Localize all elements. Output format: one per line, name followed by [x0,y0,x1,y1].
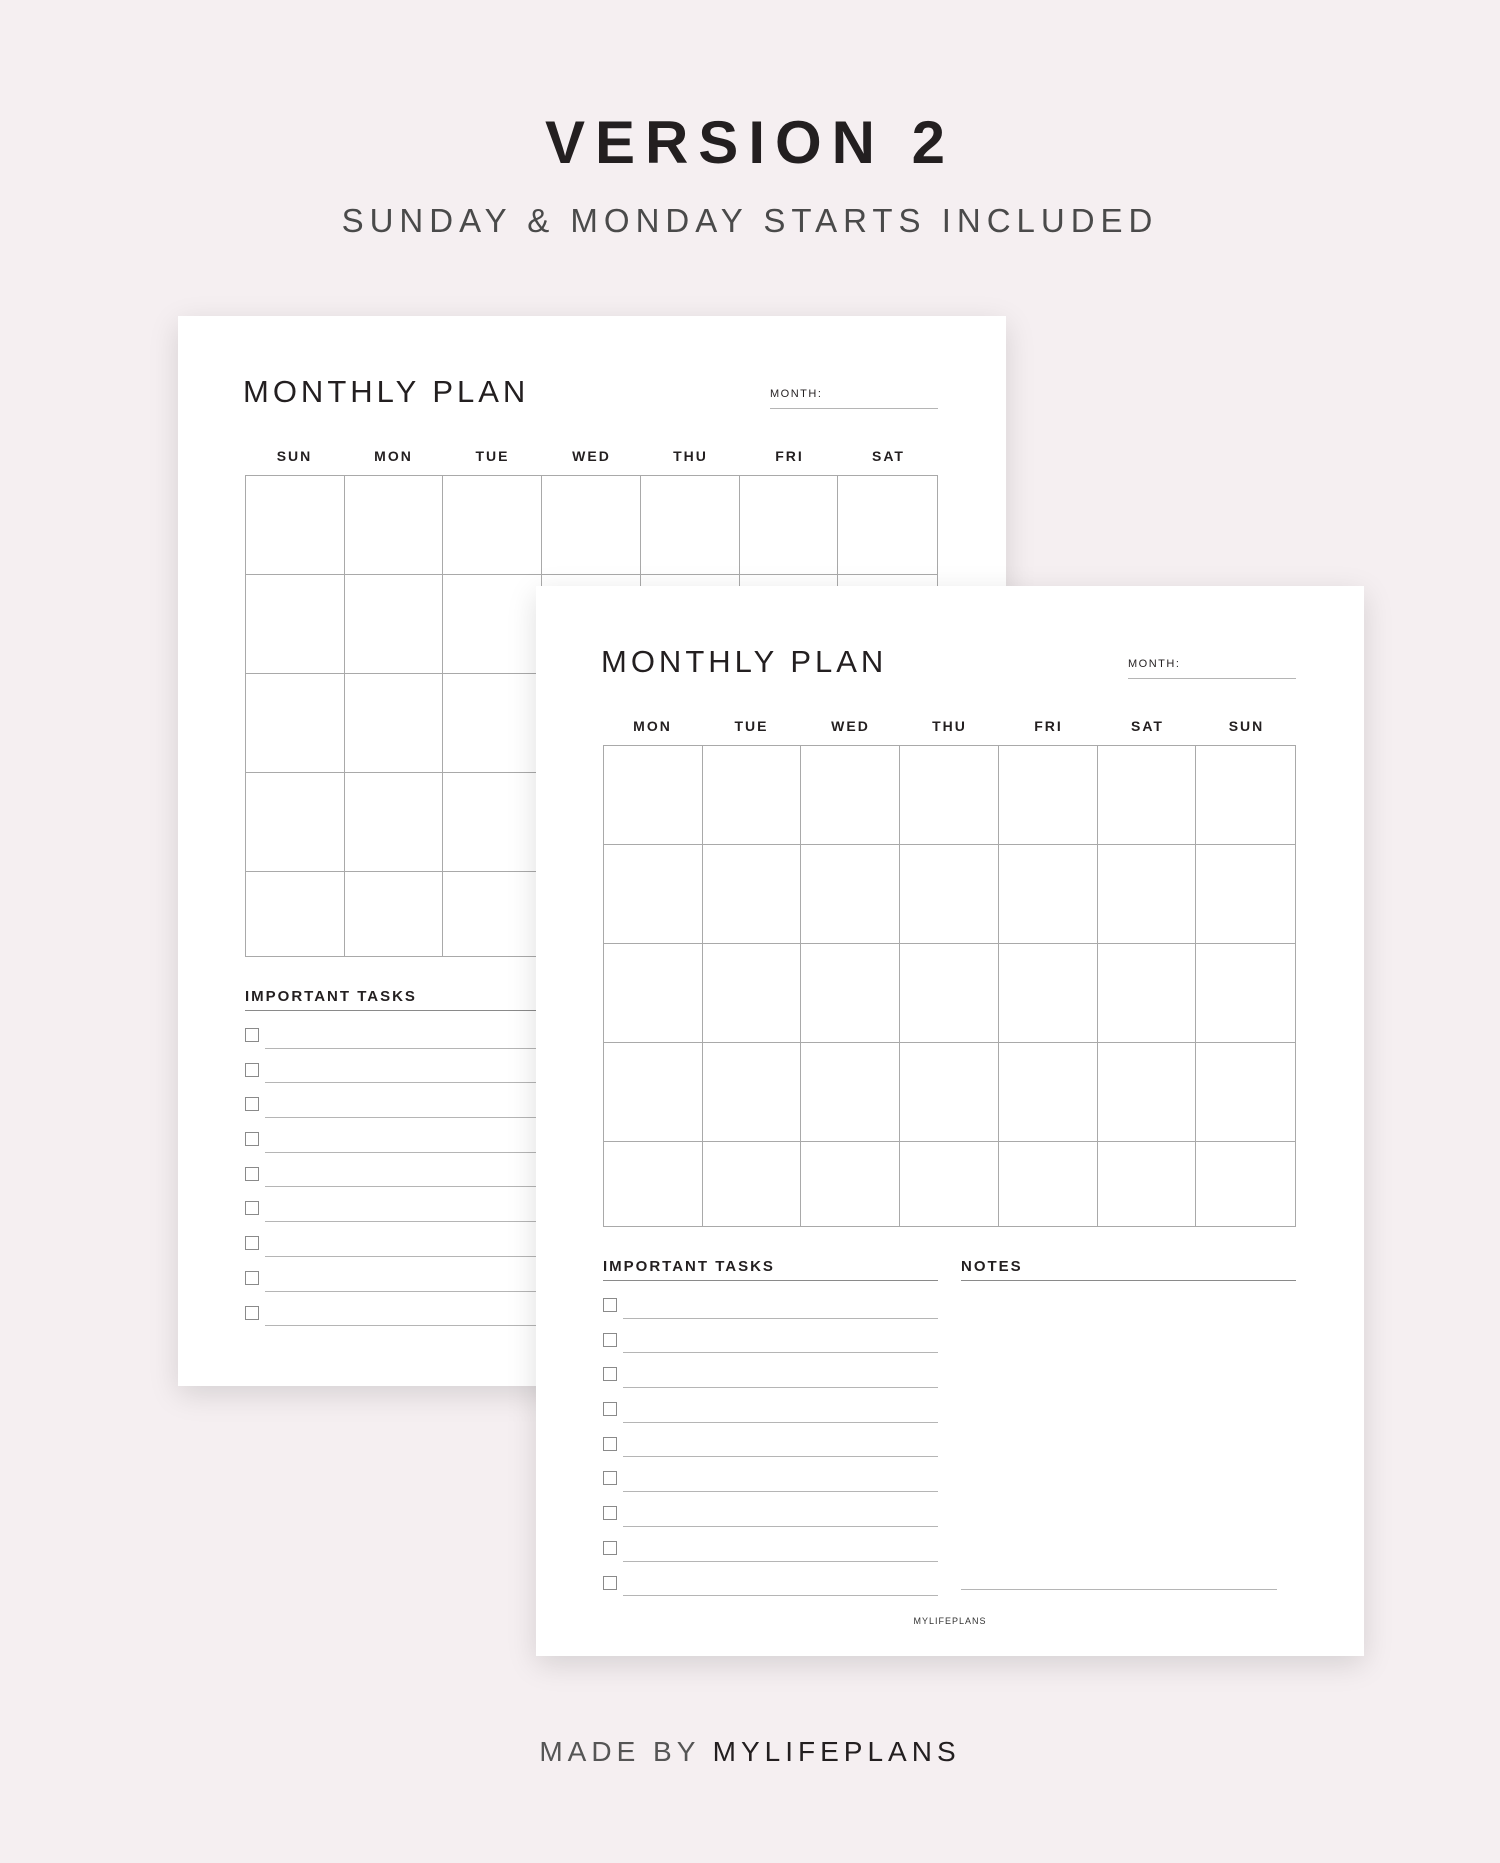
task-row [245,1257,580,1292]
calendar-cell [900,944,999,1043]
sheet-title: MONTHLY PLAN [243,374,530,409]
calendar-cell [801,944,900,1043]
task-checkbox [603,1506,617,1520]
day-headers [245,448,938,468]
task-row [603,1353,938,1388]
calendar-cell [999,944,1098,1043]
task-line [623,1595,938,1596]
calendar-cell [703,1142,802,1226]
day-header-thu: THU [673,448,708,464]
task-row [245,1049,580,1084]
calendar-cell [801,845,900,944]
page-title: VERSION 2 [544,109,956,176]
month-label: MONTH: [1128,658,1181,670]
calendar-cell [345,476,444,575]
day-header-wed: WED [572,448,611,464]
planner-sheet-monday-start [536,586,1364,1656]
calendar-cell [1098,944,1197,1043]
calendar-cell [838,476,937,575]
calendar-cell [443,674,542,773]
page-subtitle: SUNDAY & MONDAY STARTS INCLUDED [341,202,1159,239]
calendar-cell [246,773,345,872]
day-header-mon: MON [633,718,672,734]
sheet-title: MONTHLY PLAN [601,644,888,679]
task-row [245,1153,580,1188]
calendar-cell [345,575,444,674]
task-checkbox [603,1402,617,1416]
calendar-cell [641,476,740,575]
calendar-cell [801,1043,900,1142]
calendar-cell [1098,845,1197,944]
calendar-cell [246,476,345,575]
calendar-cell [604,1142,703,1226]
task-checkbox [245,1236,259,1250]
task-row [603,1284,938,1319]
calendar-cell [1098,1142,1197,1226]
calendar-cell [703,1043,802,1142]
day-headers [603,718,1296,738]
task-checkbox [603,1471,617,1485]
day-header-sat: SAT [1131,718,1164,734]
task-checkbox [245,1201,259,1215]
task-checkbox [603,1367,617,1381]
day-header-wed: WED [831,718,870,734]
tasks-heading: IMPORTANT TASKS [603,1258,938,1281]
calendar-cell [999,845,1098,944]
calendar-cell [999,1142,1098,1226]
calendar-cell [443,872,542,956]
calendar-cell [542,476,641,575]
day-header-sun: SUN [1228,718,1265,734]
task-row [603,1457,938,1492]
calendar-cell [900,1043,999,1142]
calendar-cell [999,1043,1098,1142]
task-line [265,1325,580,1326]
task-checkbox [245,1306,259,1320]
month-field [1128,658,1296,679]
calendar-cell [246,872,345,956]
task-row [603,1492,938,1527]
task-row [245,1222,580,1257]
calendar-cell [900,1142,999,1226]
calendar-cell [1098,1043,1197,1142]
day-header-fri: FRI [1034,718,1063,734]
day-header-tue: TUE [734,718,769,734]
task-checkbox [603,1333,617,1347]
task-list [603,1284,938,1596]
day-header-fri: FRI [775,448,804,464]
calendar-cell [604,944,703,1043]
calendar-cell [703,845,802,944]
calendar-cell [246,674,345,773]
task-checkbox [603,1576,617,1590]
calendar-cell [999,746,1098,845]
calendar-cell [345,674,444,773]
calendar-cell [604,845,703,944]
task-checkbox [603,1541,617,1555]
calendar-cell [345,872,444,956]
calendar-cell [604,1043,703,1142]
month-label: MONTH: [770,388,823,400]
task-row [245,1187,580,1222]
task-row [603,1562,938,1597]
task-row [603,1319,938,1354]
notes-heading: NOTES [961,1258,1296,1281]
task-checkbox [245,1167,259,1181]
calendar-cell [246,575,345,674]
day-header-sun: SUN [276,448,313,464]
footer-prefix: MADE BY [539,1736,700,1767]
task-checkbox [245,1271,259,1285]
day-header-mon: MON [374,448,413,464]
calendar-cell [345,773,444,872]
calendar-cell [801,746,900,845]
calendar-cell [1196,944,1295,1043]
calendar-cell [443,773,542,872]
task-list [245,1014,580,1326]
sheet-credit: MYLIFEPLANS [913,1616,987,1626]
calendar-cell [1196,746,1295,845]
calendar-cell [443,476,542,575]
task-checkbox [603,1437,617,1451]
calendar-cell [703,746,802,845]
calendar-cell [900,746,999,845]
calendar-cell [1196,1142,1295,1226]
calendar-grid [603,745,1296,1227]
tasks-heading: IMPORTANT TASKS [245,988,580,1011]
calendar-cell [1098,746,1197,845]
calendar-cell [900,845,999,944]
task-row [245,1292,580,1327]
task-row [603,1388,938,1423]
task-checkbox [603,1298,617,1312]
task-row [603,1423,938,1458]
task-row [245,1014,580,1049]
calendar-cell [801,1142,900,1226]
month-field [770,388,938,409]
calendar-cell [1196,845,1295,944]
task-checkbox [245,1132,259,1146]
task-row [245,1083,580,1118]
notes-line [961,1589,1277,1590]
day-header-sat: SAT [872,448,905,464]
day-header-thu: THU [932,718,967,734]
task-row [603,1527,938,1562]
task-checkbox [245,1097,259,1111]
calendar-cell [1196,1043,1295,1142]
calendar-cell [604,746,703,845]
footer-credit [0,1736,1500,1768]
calendar-cell [443,575,542,674]
calendar-cell [703,944,802,1043]
calendar-cell [740,476,839,575]
task-checkbox [245,1063,259,1077]
day-header-tue: TUE [475,448,510,464]
task-row [245,1118,580,1153]
footer-brand: MYLIFEPLANS [712,1736,961,1767]
task-checkbox [245,1028,259,1042]
